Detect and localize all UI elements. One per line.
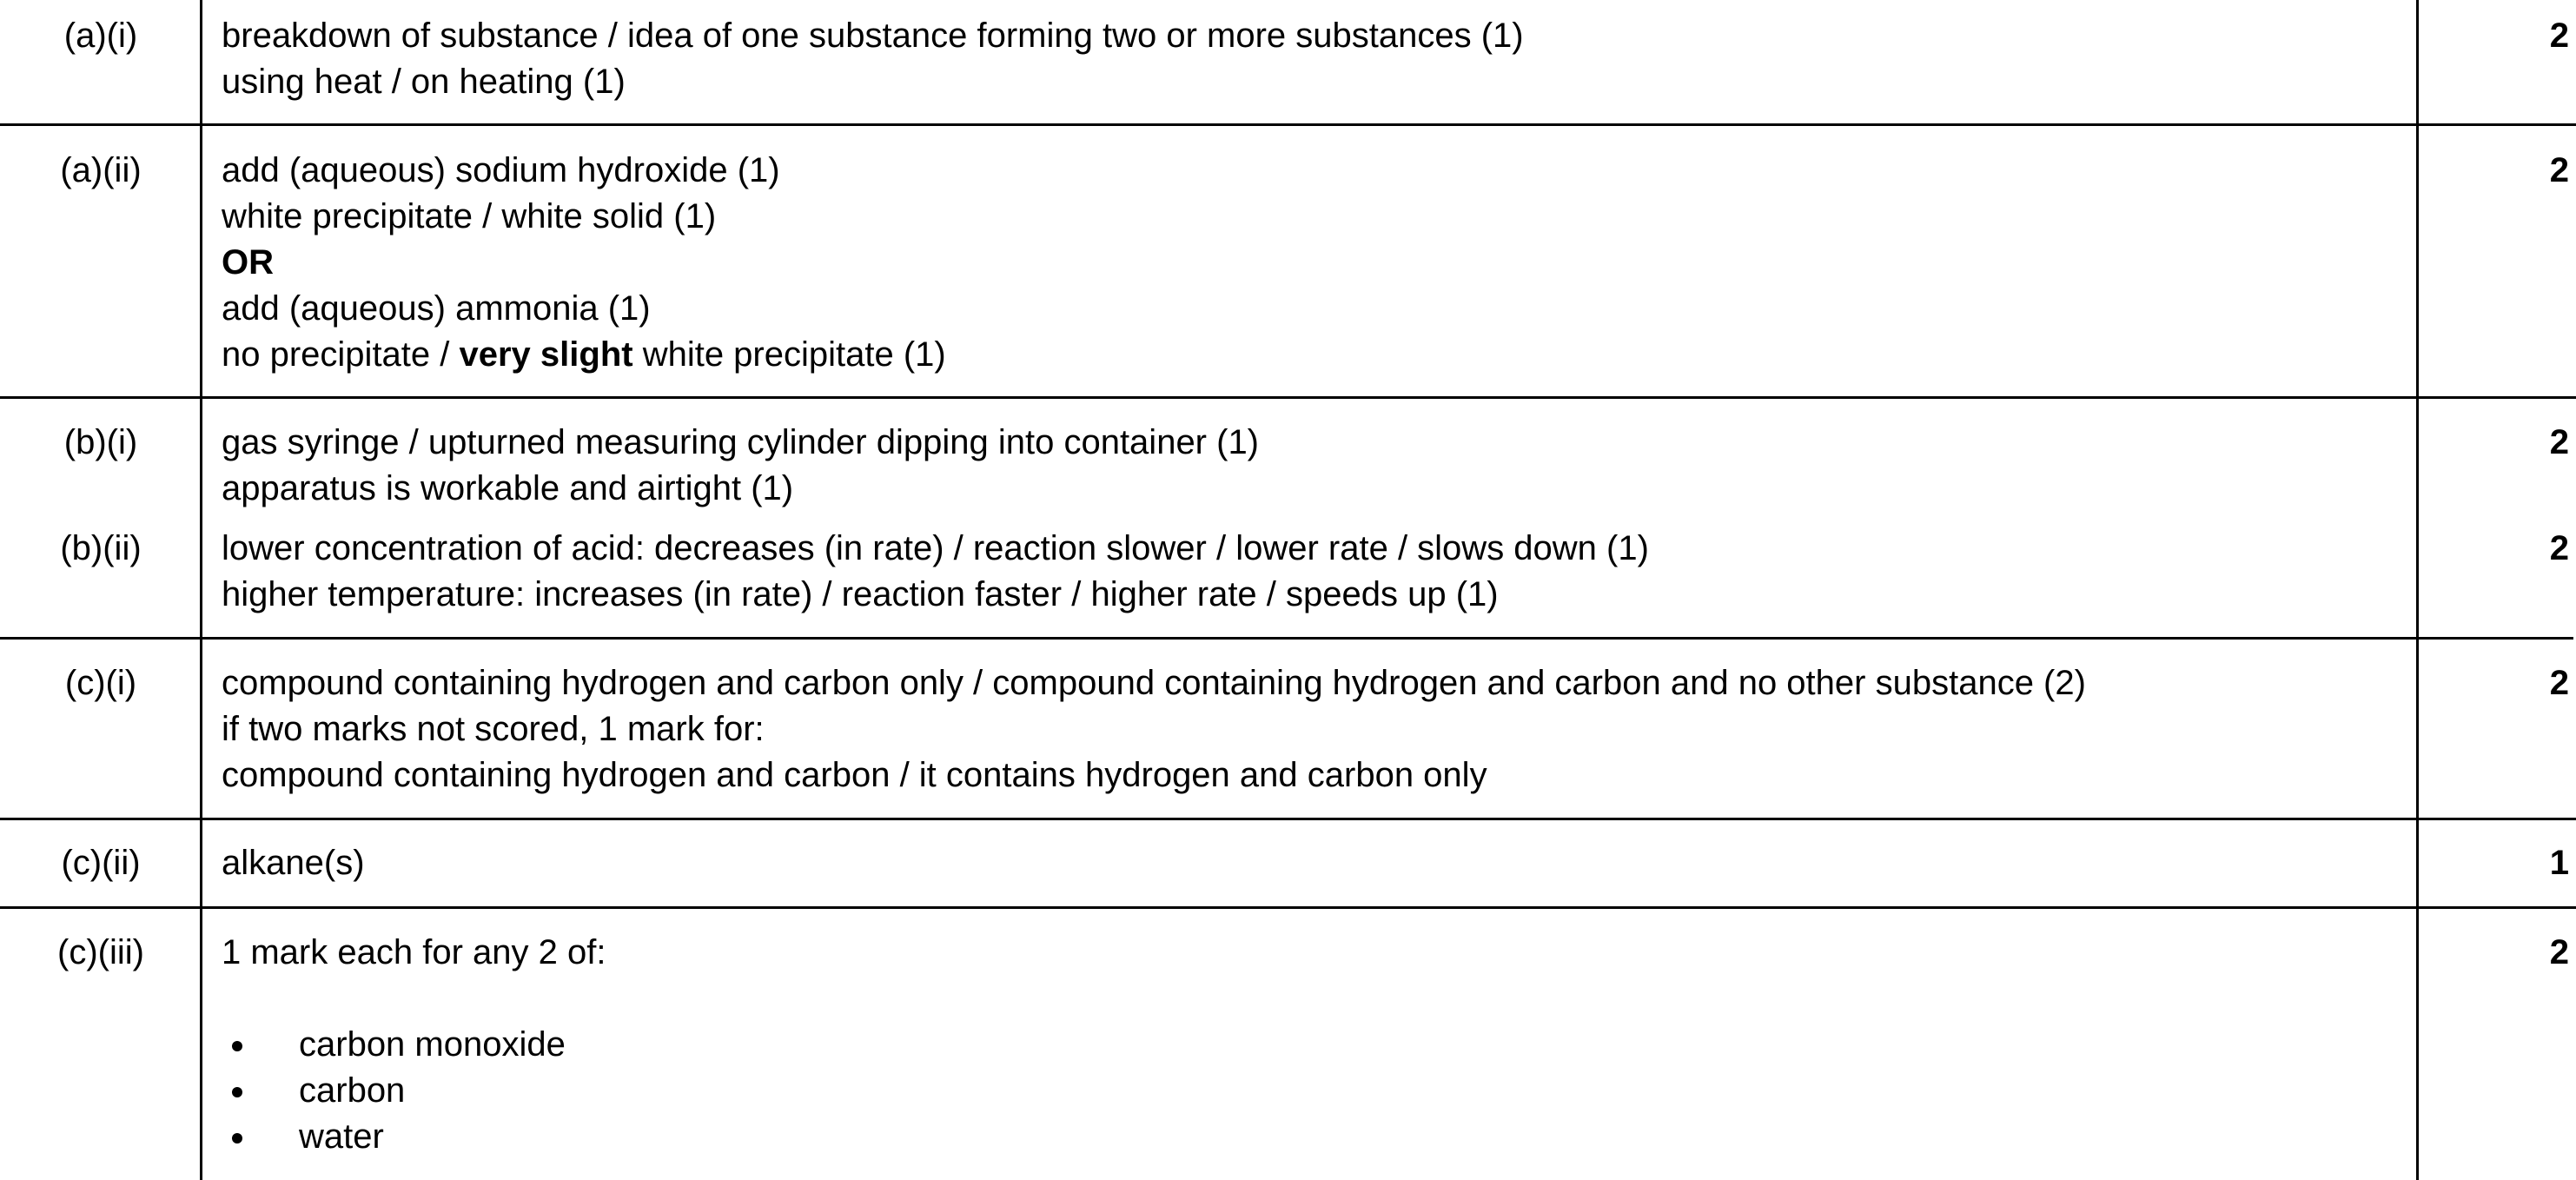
answer-line: gas syringe / upturned measuring cylinder dipping into container (1) xyxy=(222,423,1260,461)
answer-line: compound containing hydrogen and carbon / it contains hydrogen and carbon only xyxy=(222,756,1487,794)
question-number: (c)(ii) xyxy=(61,844,141,882)
row-divider xyxy=(0,906,2576,909)
answer-text xyxy=(222,660,2394,799)
answer-line: 1 mark each for any 2 of: xyxy=(222,933,606,971)
row-divider xyxy=(0,818,2576,820)
marks-value: 1 xyxy=(2549,844,2569,882)
answer-text xyxy=(222,840,2394,886)
marks-value: 2 xyxy=(2549,664,2569,702)
bullet-icon xyxy=(232,1087,242,1097)
question-number: (a)(ii) xyxy=(60,151,142,189)
list-item-label: carbon monoxide xyxy=(299,1025,566,1064)
question-number: (b)(i) xyxy=(63,423,138,461)
marks-value: 2 xyxy=(2549,17,2569,55)
list-item xyxy=(222,1068,2394,1114)
answer-line: breakdown of substance / idea of one substance forming two or more substances (1) xyxy=(222,17,1524,55)
answer-line: if two marks not scored, 1 mark for: xyxy=(222,710,765,748)
answer-text xyxy=(222,13,2394,105)
answer-text xyxy=(222,930,2394,1160)
answer-line-part: white precipitate (1) xyxy=(632,335,946,374)
bullet-icon xyxy=(232,1041,242,1051)
answer-text xyxy=(222,420,2394,512)
answer-line-part: no precipitate / xyxy=(222,335,460,374)
list-item-label: carbon xyxy=(299,1071,406,1110)
question-number: (a)(i) xyxy=(63,17,138,55)
answer-line: compound containing hydrogen and carbon only / compound containing hydrogen and carbon and no other substance (2) xyxy=(222,664,2086,702)
marks-value: 2 xyxy=(2549,529,2569,567)
answer-text xyxy=(222,148,2394,378)
answer-line: lower concentration of acid: decreases (in rate) / reaction slower / lower rate / slows down (1) xyxy=(222,529,1649,567)
marks-value: 2 xyxy=(2549,933,2569,971)
answer-line-emphasis: very slight xyxy=(459,335,633,374)
question-number: (c)(i) xyxy=(64,664,137,702)
answer-line: apparatus is workable and airtight (1) xyxy=(222,469,794,507)
blank-line xyxy=(222,976,2394,1022)
answer-text xyxy=(222,526,2394,618)
answer-line: higher temperature: increases (in rate) / reaction faster / higher rate / speeds up (1) xyxy=(222,575,1499,613)
row-divider xyxy=(0,637,2573,640)
question-number: (b)(ii) xyxy=(60,529,142,567)
answer-line: add (aqueous) ammonia (1) xyxy=(222,289,651,328)
answer-line: white precipitate / white solid (1) xyxy=(222,197,717,235)
row-divider xyxy=(0,396,2576,399)
marks-value: 2 xyxy=(2549,423,2569,461)
answer-line: using heat / on heating (1) xyxy=(222,63,626,101)
row-divider xyxy=(0,123,2576,126)
list-item xyxy=(222,1114,2394,1160)
list-item-label: water xyxy=(299,1117,384,1156)
bullet-icon xyxy=(232,1133,242,1144)
or-label: OR xyxy=(222,243,274,282)
list-item xyxy=(222,1022,2394,1068)
bullet-list xyxy=(222,1022,2394,1160)
answer-line: add (aqueous) sodium hydroxide (1) xyxy=(222,151,780,189)
answer-line xyxy=(222,332,2394,378)
marks-value: 2 xyxy=(2549,151,2569,189)
question-number: (c)(iii) xyxy=(57,933,144,971)
answer-line: alkane(s) xyxy=(222,844,365,882)
column-divider-right xyxy=(2416,0,2419,1180)
